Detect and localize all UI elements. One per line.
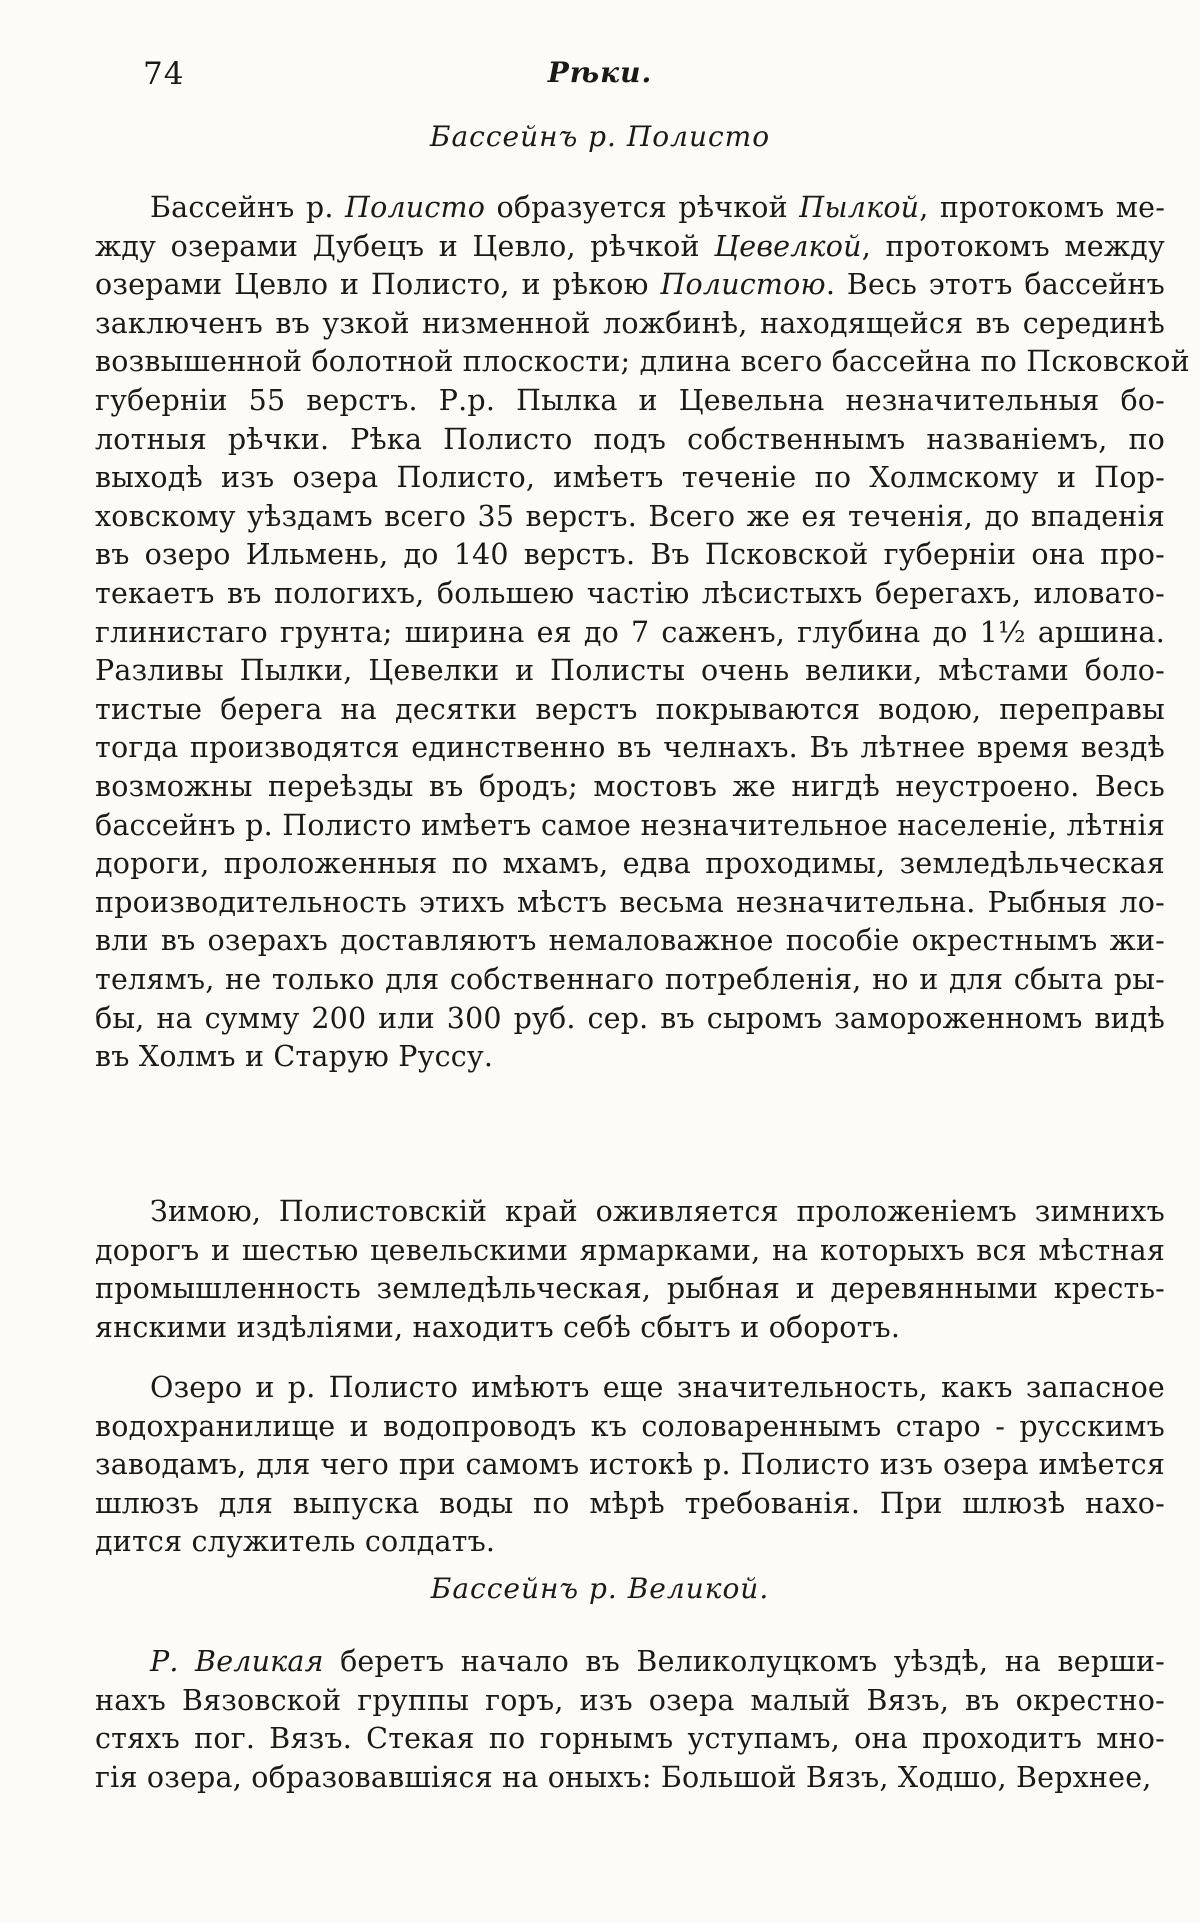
text-run: глинистаго грунта; ширина ея до 7 саженъ, глубина до 1½ аршина. — [95, 615, 1165, 649]
text-run: бассейнъ р. Полисто имѣетъ самое незначительное населеніе, лѣтнія — [95, 808, 1165, 842]
text-run: вли въ озерахъ доставляютъ немаловажное пособіе окрестнымъ жи- — [95, 924, 1165, 958]
text-line — [95, 225, 1165, 269]
text-run: заключенъ въ узкой низменной ложбинѣ, находящейся въ серединѣ — [95, 306, 1165, 340]
page-number: 74 — [143, 56, 185, 92]
text-line — [95, 1756, 1165, 1800]
text-run: дороги, проложенныя по мхамъ, едва проходимы, земледѣльческая — [95, 847, 1165, 881]
text-run: , протокомъ между — [861, 229, 1165, 263]
text-line — [95, 804, 1165, 848]
text-run: . Весь этотъ бассейнъ — [825, 268, 1166, 302]
text-run: возможны переѣзды въ бродъ; мостовъ же нигдѣ неустроено. Весь — [95, 770, 1165, 803]
italic-term: Полисто — [345, 191, 486, 224]
text-run: шлюзъ для выпуска воды по мѣрѣ требованія. При шлюзѣ нахо- — [95, 1486, 1165, 1520]
text-run: Озеро и р. Полисто имѣютъ еще значительность, какъ запасное — [150, 1371, 1165, 1404]
text-line — [95, 649, 1165, 693]
text-run: стяхъ пог. Вязъ. Стекая по горнымъ уступамъ, она проходитъ мно- — [95, 1722, 1165, 1756]
text-run: телямъ, не только для собственнаго потребленія, но и для сбыта ры- — [95, 963, 1165, 996]
text-line — [150, 1366, 1165, 1410]
text-line — [95, 379, 1165, 423]
text-line — [95, 919, 1165, 963]
italic-term: Полистою — [660, 268, 826, 302]
italic-term: Р. Великая — [150, 1645, 324, 1678]
text-line — [95, 340, 1190, 384]
text-run: возвышенной болотной плоскости; длина всего бассейна по Псковской — [95, 345, 1190, 379]
text-line — [95, 1306, 1165, 1350]
text-line — [95, 418, 1165, 462]
text-line — [95, 1679, 1165, 1723]
text-line — [95, 958, 1165, 1002]
text-run: Зимою, Полистовскій край оживляется проложеніемъ зимнихъ — [150, 1195, 1165, 1228]
text-run: производительность этихъ мѣстъ весьма незначительна. Рыбныя ло- — [95, 885, 1165, 919]
section-heading: Бассейнъ р. Великой. — [430, 1572, 770, 1605]
text-line — [95, 302, 1165, 346]
text-run: Разливы Пылки, Цевелки и Полисты очень велики, мѣстами боло- — [95, 654, 1165, 688]
text-line — [95, 1520, 1165, 1564]
text-line — [95, 456, 1165, 500]
text-run: дорогъ и шестью цевельскими ярмарками, на которыхъ вся мѣстная — [95, 1233, 1165, 1267]
running-head — [0, 48, 1200, 98]
italic-term: Цевелкой — [714, 229, 862, 263]
text-run: беретъ начало въ Великолуцкомъ уѣздѣ, на верши- — [323, 1645, 1165, 1678]
text-run: выходѣ изъ озера Полисто, имѣетъ теченіе по Холмскому и Пор- — [95, 461, 1165, 495]
text-run: текаетъ въ пологихъ, большею частію лѣсистыхъ берегахъ, иловато- — [95, 577, 1165, 610]
text-run: янскими издѣліями, находитъ себѣ сбытъ и оборотъ. — [95, 1310, 901, 1344]
text-run: жду озерами Дубецъ и Цевло, рѣчкой — [95, 229, 715, 263]
text-run: тогда производятся единственно въ челнахъ. Въ лѣтнее время вездѣ — [95, 731, 1165, 765]
text-run: , протокомъ ме- — [919, 191, 1166, 224]
text-line — [95, 1035, 1165, 1079]
text-run: заводамъ, для чего при самомъ истокѣ р. Полисто изъ озера имѣется — [95, 1448, 1165, 1482]
text-run: озерами Цевло и Полисто, и рѣкою — [95, 268, 661, 302]
text-line — [150, 1190, 1165, 1234]
text-run: дится служитель солдатъ. — [95, 1525, 496, 1559]
text-line — [95, 1229, 1165, 1273]
text-line — [95, 1482, 1165, 1526]
text-run: гія озера, образовавшіяся на оныхъ: Большой Вязъ, Ходшо, Верхнее, — [95, 1760, 1152, 1794]
text-run: лотныя рѣчки. Рѣка Полисто подъ собственнымъ названіемъ, по — [95, 422, 1165, 456]
text-line — [95, 1405, 1165, 1449]
text-line — [95, 842, 1165, 886]
text-line — [95, 611, 1165, 655]
italic-term: Пылкой — [799, 191, 920, 224]
text-run: водохранилище и водопроводъ къ соловареннымъ старо - русскимъ — [95, 1409, 1165, 1443]
text-run: промышленность земледѣльческая, рыбная и деревянными кресть- — [95, 1272, 1165, 1306]
running-title: Рѣки. — [547, 56, 653, 89]
text-run: ховскому уѣздамъ всего 35 верстъ. Всего же ея теченія, до впаденія — [95, 499, 1165, 533]
text-line — [150, 1640, 1165, 1684]
text-run: тистые берега на десятки верстъ покрываются водою, переправы — [95, 692, 1165, 726]
text-line — [95, 881, 1165, 925]
text-line — [95, 688, 1165, 732]
text-run: бы, на сумму 200 или 300 руб. сер. въ сыромъ замороженномъ видѣ — [95, 1001, 1165, 1035]
text-line — [150, 186, 1165, 230]
text-line — [95, 1717, 1165, 1761]
text-line — [95, 533, 1165, 577]
text-run: образуется рѣчкой — [485, 191, 800, 224]
text-line — [95, 1267, 1165, 1311]
text-run: въ Холмъ и Старую Руссу. — [95, 1040, 494, 1074]
text-line — [95, 726, 1165, 770]
text-line — [95, 765, 1165, 809]
text-line — [95, 263, 1165, 307]
text-line — [95, 1443, 1165, 1487]
text-line — [95, 997, 1165, 1041]
text-run: Бассейнъ р. — [150, 191, 346, 224]
text-run: нахъ Вязовской группы горъ, изъ озера малый Вязъ, въ окрестно- — [95, 1683, 1165, 1717]
text-line — [95, 572, 1165, 616]
section-heading: Бассейнъ р. Полисто — [429, 120, 771, 153]
text-line — [95, 495, 1165, 539]
text-run: въ озеро Ильмень, до 140 верстъ. Въ Псковской губерніи она про- — [95, 538, 1165, 572]
text-run: губерніи 55 верстъ. Р.р. Пылка и Цевельна незначительныя бо- — [95, 384, 1165, 417]
